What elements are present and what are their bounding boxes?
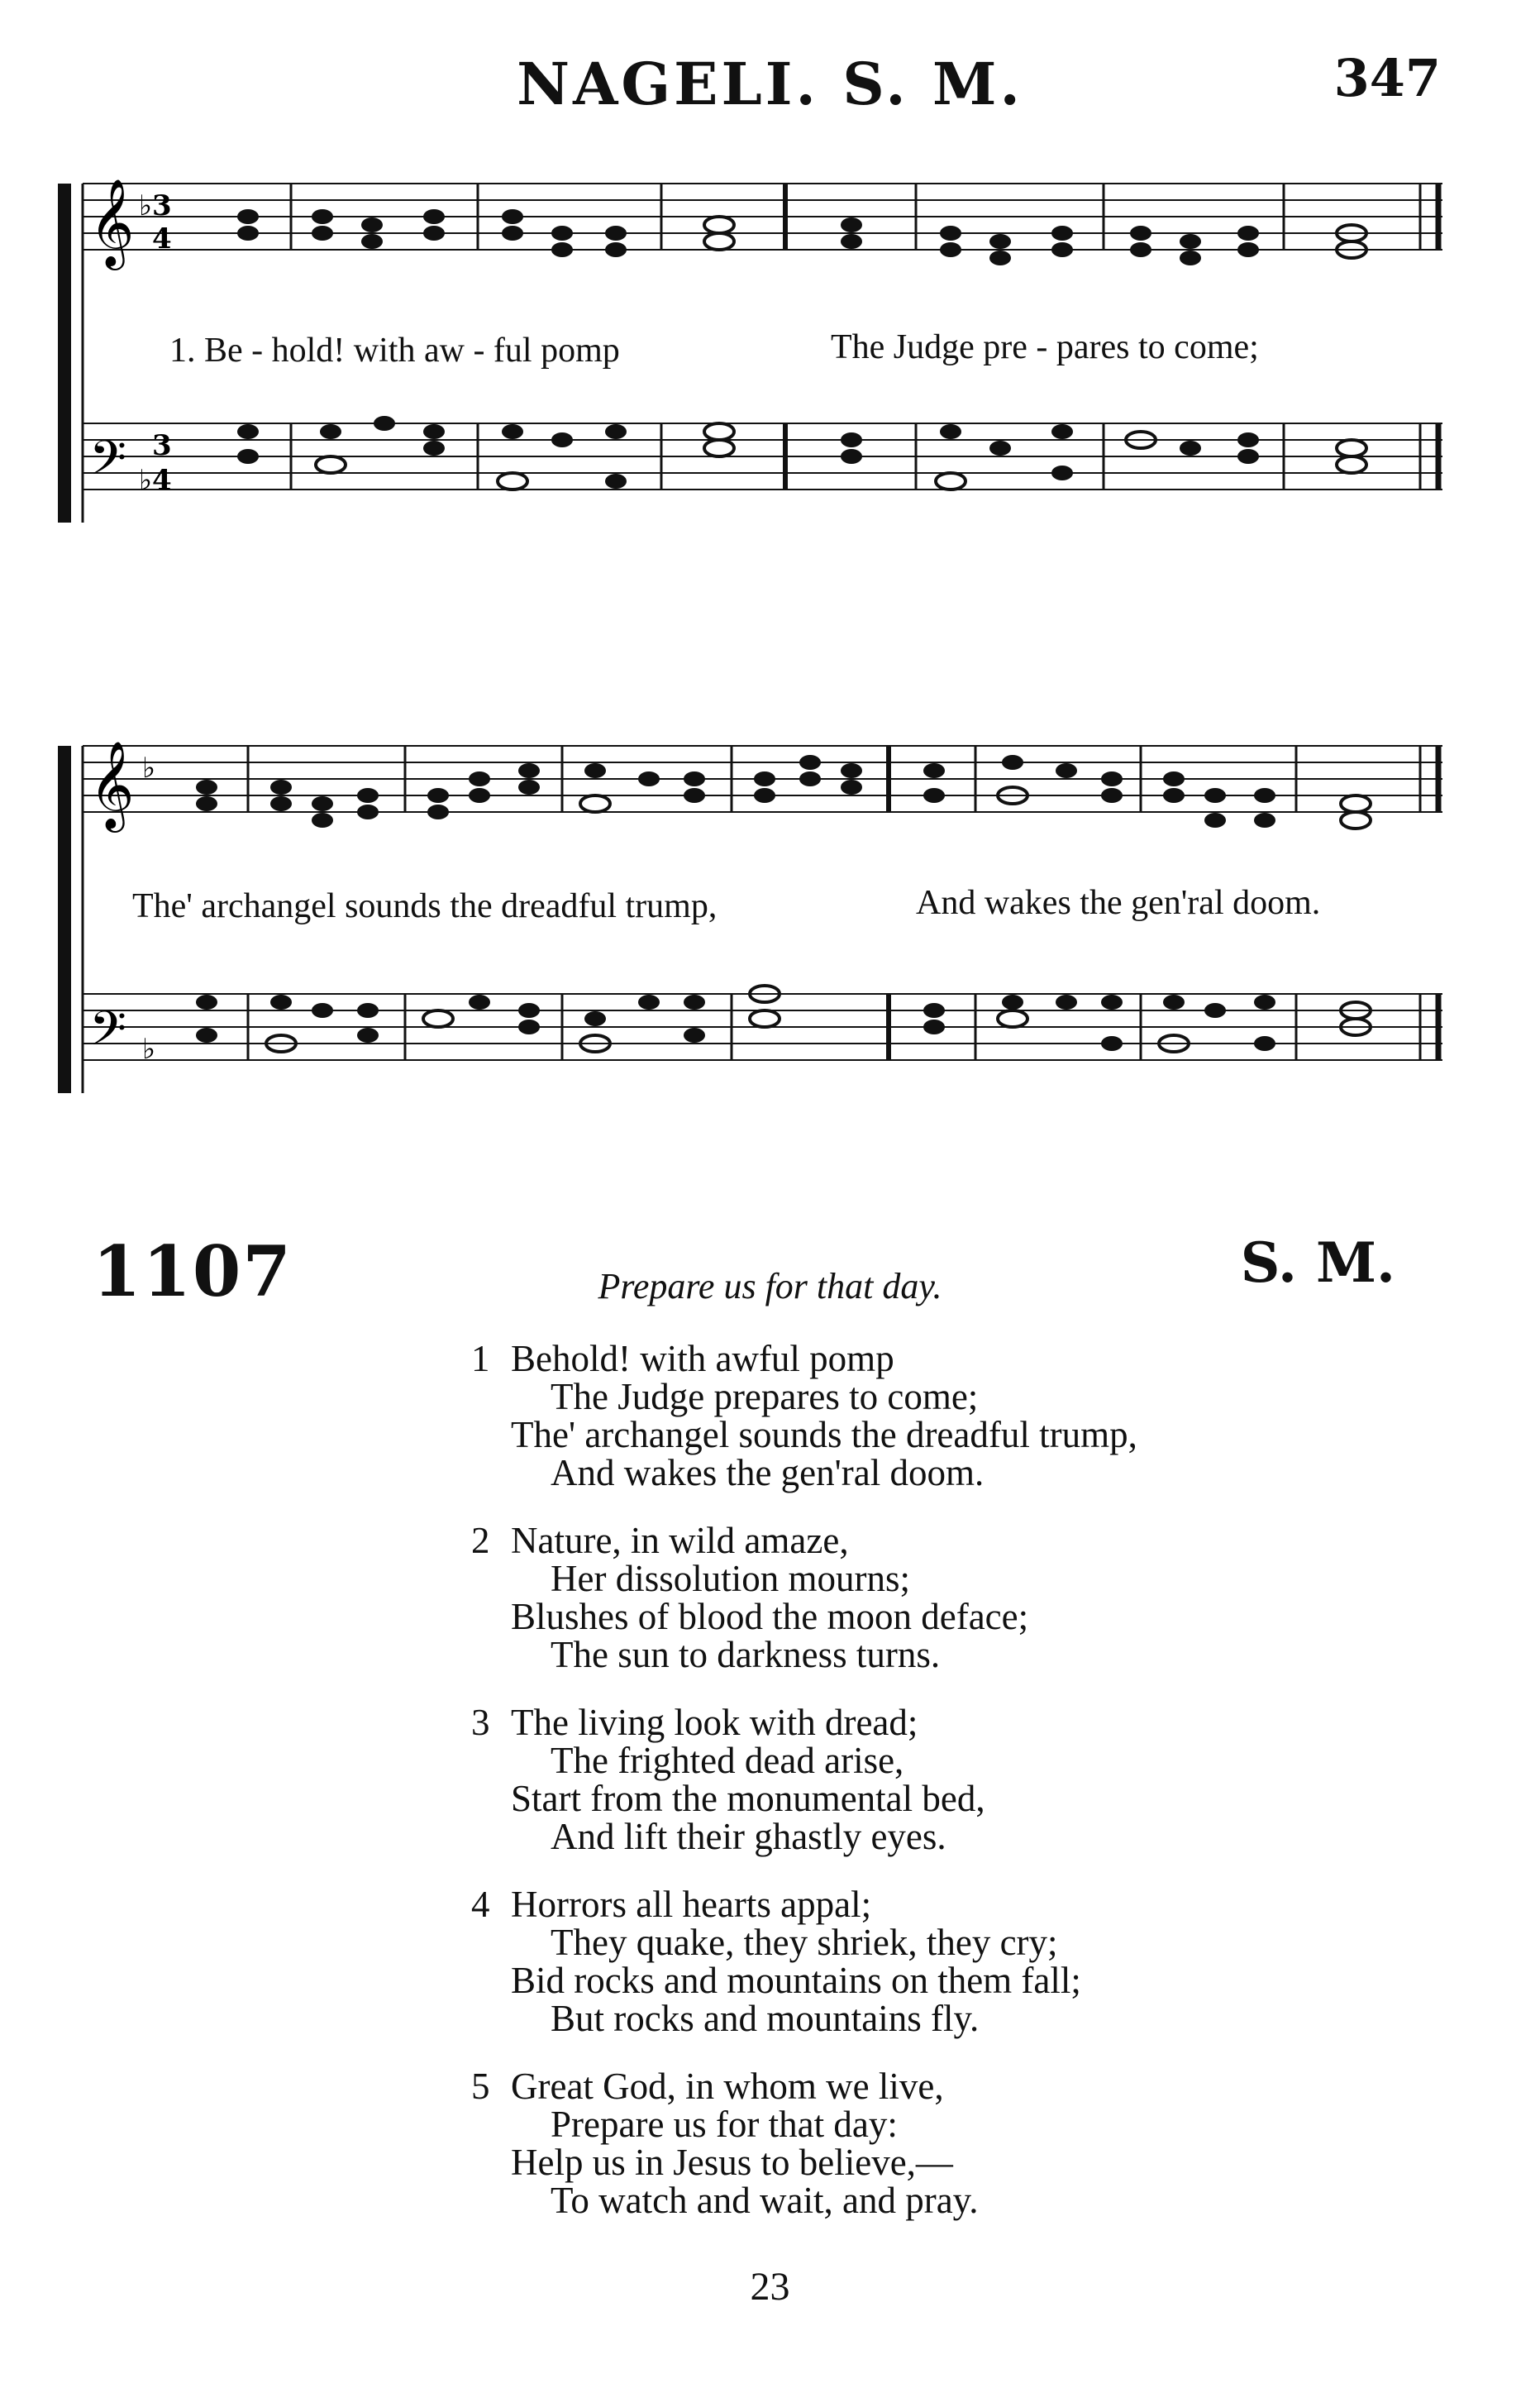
svg-text:4: 4 bbox=[152, 464, 172, 497]
treble-clef-icon: 𝄞 bbox=[89, 740, 135, 829]
stanza-4 bbox=[471, 1885, 1137, 2037]
svg-text:♭: ♭ bbox=[139, 464, 153, 497]
system-2-lyric-b: And wakes the gen'ral doom. bbox=[916, 884, 1321, 922]
treble-staff-1 bbox=[83, 184, 1442, 250]
stanza-number: 4 bbox=[471, 1884, 490, 1925]
hymn-number: 1107 bbox=[93, 1230, 293, 1312]
time-sig-bottom: 4 bbox=[152, 222, 172, 256]
bass-clef-icon: 𝄢 bbox=[89, 430, 127, 498]
stanza-line: The living look with dread; bbox=[511, 1702, 918, 1743]
stanza-line: But rocks and mountains fly. bbox=[551, 1998, 980, 2039]
signature-mark: 23 bbox=[750, 2265, 790, 2309]
stanza-line: The' archangel sounds the dreadful trump, bbox=[511, 1414, 1137, 1455]
stanza-5 bbox=[471, 2067, 1137, 2219]
music-system-2 bbox=[0, 728, 1540, 1108]
svg-text:3: 3 bbox=[152, 429, 172, 462]
bass-clef-icon: 𝄢 bbox=[89, 1001, 127, 1068]
hymn-text bbox=[471, 1340, 1137, 2249]
svg-text:♭: ♭ bbox=[142, 752, 156, 785]
stanza-line: Help us in Jesus to believe,— bbox=[511, 2142, 953, 2183]
svg-text:♭: ♭ bbox=[139, 189, 153, 222]
tune-title: NAGELI. S. M. bbox=[517, 50, 1023, 118]
stanza-line: Start from the monumental bed, bbox=[511, 1778, 985, 1819]
stanza-line: Horrors all hearts appal; bbox=[511, 1884, 872, 1925]
stanza-line: The sun to darkness turns. bbox=[551, 1634, 941, 1675]
stanza-line: Blushes of blood the moon deface; bbox=[511, 1596, 1029, 1637]
stanza-line: Her dissolution mourns; bbox=[551, 1558, 910, 1599]
stanza-number: 3 bbox=[471, 1702, 490, 1743]
stanza-2 bbox=[471, 1521, 1137, 1674]
system-1-lyric-a: 1. Be - hold! with aw - ful pomp bbox=[169, 332, 620, 370]
stanza-line: To watch and wait, and pray. bbox=[551, 2180, 979, 2221]
meter-label: S. M. bbox=[1240, 1230, 1395, 1295]
time-sig-top: 3 bbox=[152, 189, 172, 222]
stanza-line: The Judge prepares to come; bbox=[551, 1376, 979, 1417]
stanza-line: Nature, in wild amaze, bbox=[511, 1520, 849, 1561]
stanza-line: Great God, in whom we live, bbox=[511, 2066, 944, 2107]
stanza-line: And wakes the gen'ral doom. bbox=[551, 1452, 985, 1493]
stanza-line: The frighted dead arise, bbox=[551, 1740, 904, 1781]
treble-clef-icon: 𝄞 bbox=[89, 178, 135, 266]
stanza-line: Behold! with awful pomp bbox=[511, 1338, 894, 1379]
page-number: 347 bbox=[1333, 48, 1441, 108]
system-2-lyric-a: The' archangel sounds the dreadful trump, bbox=[132, 887, 718, 925]
music-system-1 bbox=[0, 165, 1540, 537]
stanza-line: Bid rocks and mountains on them fall; bbox=[511, 1960, 1081, 2001]
stanza-line: And lift their ghastly eyes. bbox=[551, 1816, 946, 1857]
stanza-number: 5 bbox=[471, 2066, 490, 2107]
hymn-subtitle: Prepare us for that day. bbox=[598, 1266, 942, 1306]
stanza-line: They quake, they shriek, they cry; bbox=[551, 1922, 1058, 1963]
stanza-number: 1 bbox=[471, 1338, 490, 1379]
stanza-number: 2 bbox=[471, 1520, 490, 1561]
system-1-lyric-b: The Judge pre - pares to come; bbox=[831, 328, 1259, 366]
stanza-1 bbox=[471, 1340, 1137, 1492]
stanza-line: Prepare us for that day: bbox=[551, 2104, 898, 2145]
svg-text:♭: ♭ bbox=[142, 1033, 156, 1066]
stanza-3 bbox=[471, 1703, 1137, 1856]
